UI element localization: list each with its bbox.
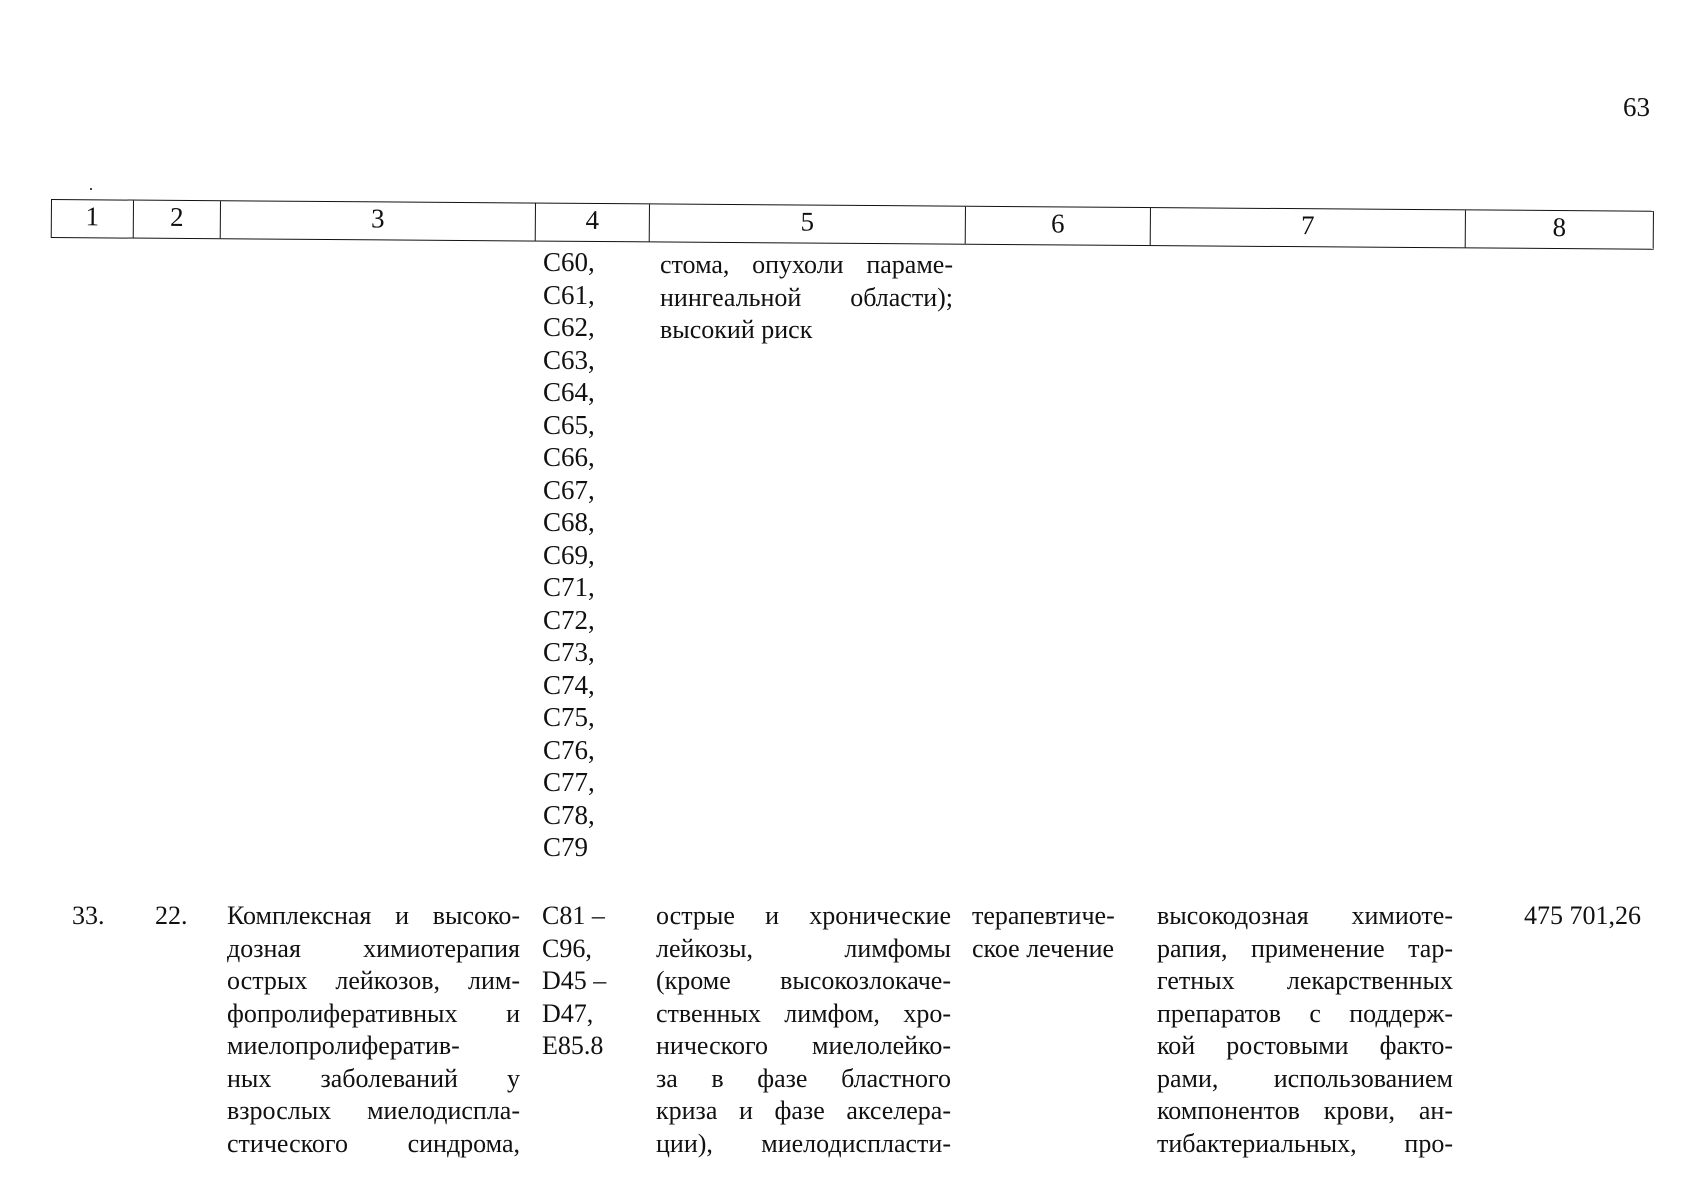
method-line: рами, использованием	[1157, 1063, 1453, 1093]
description-line: (кроме высокозлокаче-	[656, 966, 951, 995]
header-col-7: 7	[1150, 208, 1465, 247]
name-line: Комплексная и высоко-	[227, 901, 520, 930]
code-item: C71,	[543, 572, 595, 602]
header-col-3: 3	[220, 201, 535, 240]
method-line: гетных лекарственных	[1157, 966, 1453, 995]
code-item: C75,	[543, 702, 595, 732]
description-line: острые и хронические	[656, 901, 951, 930]
header-col-6: 6	[965, 207, 1150, 245]
header-col-8: 8	[1465, 210, 1654, 248]
method-line: препаратов с поддерж-	[1157, 998, 1453, 1028]
name-line: стического синдрома,	[227, 1128, 520, 1158]
care-profile-name	[227, 900, 520, 1160]
continuation-codes	[543, 246, 595, 864]
row-number: 33.	[72, 901, 105, 930]
code-item: C79	[543, 832, 589, 862]
continuation-description	[660, 249, 953, 347]
code-item: C72,	[543, 604, 595, 635]
method-line: рапия, применение тар-	[1157, 933, 1453, 963]
code-item: C64,	[543, 377, 595, 407]
method-line: высокодозная химиоте-	[1157, 901, 1453, 930]
code-item: C67,	[543, 474, 595, 505]
treatment-type	[972, 900, 1140, 965]
description-line: ственных лимфом, хро-	[656, 998, 951, 1028]
code-item: C63,	[543, 344, 595, 375]
description-line: ции), миелодиспласти-	[656, 1128, 951, 1158]
icd-codes	[542, 900, 632, 1063]
treatment-method	[1157, 900, 1453, 1160]
code-line: D45 –	[542, 966, 607, 995]
treatment-type-line: терапевтиче-	[972, 901, 1115, 930]
code-item: C78,	[543, 799, 595, 830]
group-number: 22.	[155, 901, 188, 930]
code-line: C81 –	[542, 901, 605, 930]
description-line: нического миелолейко-	[656, 1031, 951, 1060]
code-line: D47,	[542, 998, 594, 1028]
code-line: E85.8	[542, 1031, 604, 1060]
code-item: C76,	[543, 734, 595, 765]
code-item: C61,	[543, 279, 595, 310]
page-number: 63	[1623, 92, 1650, 122]
description-line: криза и фазе акселера-	[656, 1096, 951, 1125]
code-item: C73,	[543, 637, 595, 667]
description-line: за в фазе бластного	[656, 1063, 951, 1093]
code-item: C62,	[543, 312, 595, 342]
patient-model	[656, 900, 951, 1160]
code-item: C69,	[543, 539, 595, 570]
method-line: тибактериальных, про-	[1157, 1128, 1453, 1158]
name-line: острых лейкозов, лим-	[227, 966, 520, 995]
code-item: C77,	[543, 767, 595, 797]
code-item: C66,	[543, 442, 595, 472]
scan-dot	[90, 188, 92, 190]
table-header-row	[51, 199, 1654, 250]
name-line: дозная химиотерапия	[227, 933, 520, 963]
name-line: фопролиферативных и	[227, 998, 520, 1028]
name-line: ных заболеваний у	[227, 1063, 520, 1093]
standard-cost: 475 701,26	[1524, 901, 1641, 930]
name-line: миелопролифератив-	[227, 1031, 460, 1060]
method-line: кой ростовыми факто-	[1157, 1031, 1453, 1060]
code-item: C74,	[543, 669, 595, 700]
description-line: стома, опухоли параме-	[660, 250, 953, 279]
header-col-1: 1	[51, 200, 133, 238]
code-item: C65,	[543, 409, 595, 440]
description-line: нингеальной области);	[660, 282, 953, 312]
header-col-4: 4	[535, 204, 649, 242]
name-line: взрослых миелодиспла-	[227, 1096, 520, 1125]
treatment-type-line: ское лечение	[972, 933, 1115, 963]
method-line: компонентов крови, ан-	[1157, 1096, 1453, 1125]
description-line: лейкозы, лимфомы	[656, 933, 951, 963]
code-item: C68,	[543, 507, 595, 537]
description-line: высокий риск	[660, 315, 813, 344]
header-col-5: 5	[649, 204, 965, 243]
header-col-2: 2	[133, 201, 220, 239]
code-item: C60,	[543, 247, 595, 277]
code-line: C96,	[542, 933, 592, 963]
